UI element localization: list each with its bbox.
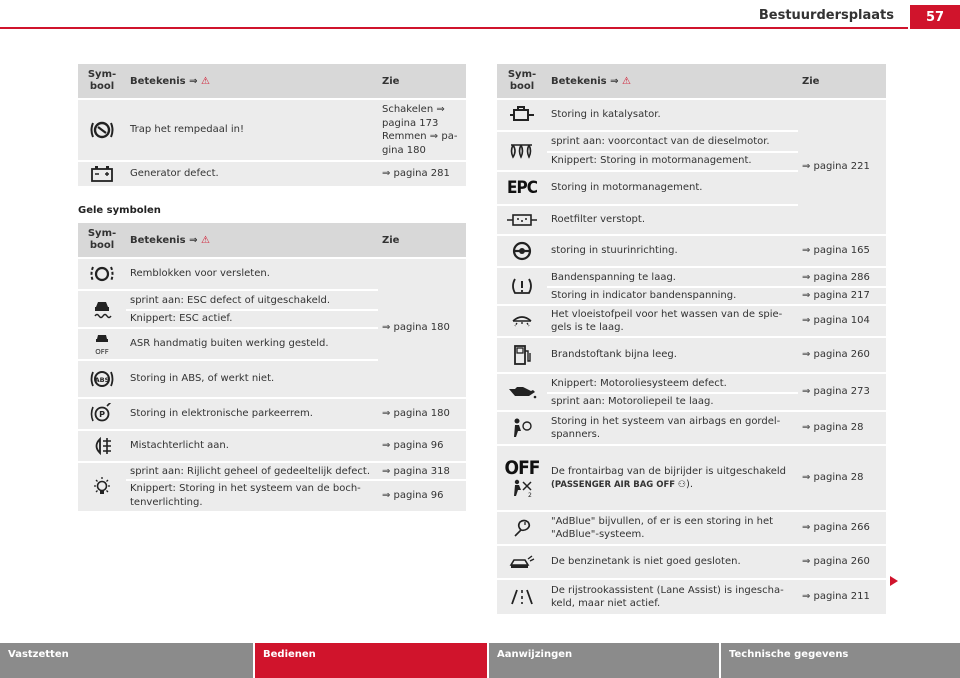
- col-header-symbol: Sym-bool: [78, 223, 126, 257]
- lane-assist-icon: [509, 588, 535, 606]
- table-row: De rijstrookassistent (Lane Assist) is ingescha-keld, maar niet actief. ⇒ pagina 211: [497, 580, 886, 614]
- col-header-meaning: Betekenis ⇒ ⚠: [126, 64, 378, 98]
- table-row: Generator defect. ⇒ pagina 281: [78, 162, 466, 186]
- battery-icon: [90, 165, 114, 183]
- airbag-small-icon: ⚇: [675, 480, 686, 490]
- yellow-symbols-table: [78, 221, 466, 513]
- oil-icon: [507, 384, 537, 400]
- page-header-title: Bestuurdersplaats: [758, 8, 894, 23]
- col-header-meaning: Betekenis ⇒ ⚠: [547, 64, 798, 98]
- brake-pad-icon: [90, 263, 114, 285]
- footer-nav: [0, 643, 960, 678]
- svg-text:2: 2: [528, 491, 532, 498]
- col-header-symbol: Sym-bool: [78, 64, 126, 98]
- table-row: Bandenspanning te laag. Storing in indicator bandenspanning. ⇒ pagina 286 ⇒ pagina 217: [497, 268, 886, 304]
- esc-icon: [91, 297, 113, 321]
- svg-text:P: P: [99, 410, 105, 419]
- fuel-cap-icon: [509, 553, 535, 571]
- table-row: P Storing in elektronische parkeerrem. ⇒ pagina 180: [78, 399, 466, 429]
- table-row: Storing in katalysator. ⇒ pagina 221: [497, 100, 886, 130]
- brake-pedal-icon: [90, 119, 114, 141]
- parking-brake-icon: [90, 403, 114, 425]
- table-row: Storing in het systeem van airbags en gordel-spanners. ⇒ pagina 28: [497, 412, 886, 444]
- yellow-symbols-heading: Gele symbolen: [78, 205, 161, 216]
- table-row: Mistachterlicht aan. ⇒ pagina 96: [78, 431, 466, 461]
- particle-filter-icon: [507, 213, 537, 227]
- footer-tab-aanwijzingen[interactable]: Aanwijzingen: [489, 643, 719, 678]
- glow-plug-icon: [510, 143, 534, 159]
- adblue-icon: [511, 517, 533, 539]
- col-header-see: Zie: [378, 64, 466, 98]
- right-symbols-table: [497, 62, 886, 616]
- table-row: sprint aan: Rijlicht geheel of gedeeltelijk defect. Knippert: Storing in het systeem van de boch-tenverlichting. ⇒ pagina 318 ⇒ pagina 96: [78, 463, 466, 511]
- fuel-icon: [512, 344, 532, 366]
- col-header-see: Zie: [378, 223, 466, 257]
- steering-icon: [511, 240, 533, 262]
- asr-off-icon: [91, 332, 113, 356]
- table-row: Roetfilter verstopt.: [497, 206, 886, 234]
- tyre-pressure-icon: [510, 276, 534, 296]
- col-header-see: Zie: [798, 64, 886, 98]
- airbag-icon: [510, 417, 534, 439]
- table-row: "AdBlue" bijvullen, of er is een storing in het "AdBlue"-systeem. ⇒ pagina 266: [497, 512, 886, 544]
- table-row: Trap het rempedaal in! Schakelen ⇒ pagina 173 Remmen ⇒ pa-gina 180: [78, 100, 466, 160]
- bulb-icon: [90, 475, 114, 499]
- table-row: Brandstoftank bijna leeg. ⇒ pagina 260: [497, 338, 886, 372]
- warning-icon: ⚠: [621, 75, 631, 87]
- header-rule: [0, 27, 908, 29]
- airbag-off-icon: OFF 2: [504, 456, 540, 498]
- abs-icon: [90, 368, 114, 390]
- col-header-meaning: Betekenis ⇒ ⚠: [126, 223, 378, 257]
- table-row: ABS Storing in ABS, of werkt niet.: [78, 361, 466, 397]
- red-symbols-table: [78, 62, 466, 188]
- table-row: Knippert: Motoroliesysteem defect. sprint aan: Motoroliepeil te laag. ⇒ pagina 273: [497, 374, 886, 410]
- table-row: EPC Storing in motormanagement.: [497, 172, 886, 204]
- catalyst-icon: [510, 106, 534, 124]
- table-row: De benzinetank is niet goed gesloten. ⇒ pagina 260: [497, 546, 886, 578]
- table-row: Het vloeistofpeil voor het wassen van de spie-gels is te laag. ⇒ pagina 104: [497, 306, 886, 336]
- table-row: Remblokken voor versleten. ⇒ pagina 180: [78, 259, 466, 289]
- warning-icon: ⚠: [200, 75, 210, 87]
- table-row: OFF ASR handmatig buiten werking gesteld.: [78, 329, 466, 359]
- epc-icon: EPC: [507, 177, 537, 198]
- svg-text:ABS: ABS: [94, 376, 110, 384]
- page-number: 57: [910, 5, 960, 29]
- table-row: sprint aan: voorcontact van de dieselmotor. Knippert: Storing in motormanagement.: [497, 132, 886, 170]
- svg-text:OFF: OFF: [95, 348, 109, 356]
- footer-tab-vastzetten[interactable]: Vastzetten: [0, 643, 253, 678]
- rear-fog-icon: [90, 435, 114, 457]
- table-row: OFF 2 De frontairbag van de bijrijder is uitgeschakeld (PASSENGER AIR BAG OFF ⚇). ⇒ pagina 28: [497, 446, 886, 510]
- col-header-symbol: Sym-bool: [497, 64, 547, 98]
- footer-tab-bedienen[interactable]: Bedienen: [255, 643, 487, 678]
- warning-icon: ⚠: [200, 234, 210, 246]
- next-page-arrow-icon[interactable]: [890, 576, 898, 586]
- table-row: storing in stuurinrichting. ⇒ pagina 165: [497, 236, 886, 266]
- washer-fluid-icon: [510, 311, 534, 331]
- table-row: sprint aan: ESC defect of uitgeschakeld. Knippert: ESC actief.: [78, 291, 466, 327]
- footer-tab-technische-gegevens[interactable]: Technische gegevens: [721, 643, 960, 678]
